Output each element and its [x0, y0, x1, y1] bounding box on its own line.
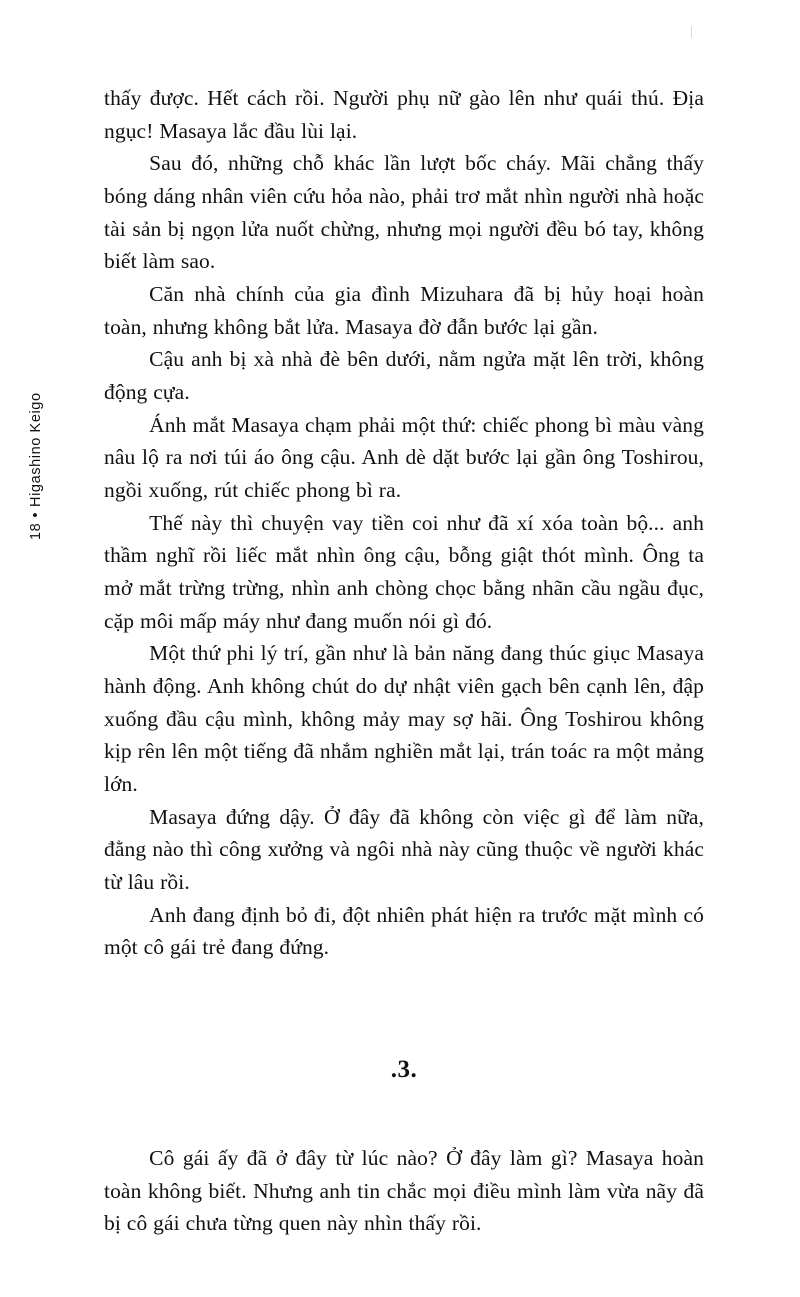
text-column: [104, 82, 704, 1240]
paragraph: thấy được. Hết cách rồi. Người phụ nữ gào lên như quái thú. Địa ngục! Masaya lắc đầu lùi lại.: [104, 86, 704, 143]
paragraph: Một thứ phi lý trí, gần như là bản năng đang thúc giục Masaya hành động. Anh không chút do dự nhật viên gạch bên cạnh lên, đập xuống đầu cậu mình, không mảy may sợ hãi. Ông Toshirou không kịp rên lên một tiếng đã nhắm nghiền mắt lại, trán toác ra một mảng lớn.: [104, 641, 704, 797]
paragraph: Căn nhà chính của gia đình Mizuhara đã bị hủy hoại hoàn toàn, nhưng không bắt lửa. Masaya đờ đẫn bước lại gần.: [104, 282, 704, 339]
paragraph: Sau đó, những chỗ khác lần lượt bốc cháy. Mãi chẳng thấy bóng dáng nhân viên cứu hỏa nào, phải trơ mắt nhìn người nhà hoặc tài sản bị ngọn lửa nuốt chừng, nhưng mọi người đều bó tay, không biết làm sao.: [104, 151, 704, 274]
paragraph: Cô gái ấy đã ở đây từ lúc nào? Ở đây làm gì? Masaya hoàn toàn không biết. Nhưng anh tin chắc mọi điều mình làm vừa nãy đã bị cô gái chưa từng quen này nhìn thấy rồi.: [104, 1146, 704, 1236]
scan-trim-mark: [691, 26, 692, 38]
paragraph: Thế này thì chuyện vay tiền coi như đã xí xóa toàn bộ... anh thầm nghĩ rồi liếc mắt nhìn ông cậu, bỗng giật thót mình. Ông ta mở mắt trừng trừng, nhìn anh chòng chọc bằng nhãn cầu ngầu đục, cặp môi mấp máy như đang muốn nói gì đó.: [104, 510, 704, 633]
paragraph: Anh đang định bỏ đi, đột nhiên phát hiện ra trước mặt mình có một cô gái trẻ đang đứng.: [104, 902, 704, 960]
paragraph: Masaya đứng dậy. Ở đây đã không còn việc gì để làm nữa, đằng nào thì công xưởng và ngôi nhà này cũng thuộc về người khác từ lâu rồi.: [104, 804, 704, 895]
section-body: [104, 1142, 704, 1240]
paragraph: Cậu anh bị xà nhà đè bên dưới, nằm ngửa mặt lên trời, không động cựa.: [104, 347, 704, 405]
author-name: Higashino Keigo: [28, 392, 44, 507]
section-number: .3.: [390, 1056, 418, 1084]
paragraph: Ánh mắt Masaya chạm phải một thứ: chiếc phong bì màu vàng nâu lộ ra nơi túi áo ông cậu. Anh dè dặt bước lại gần ông Toshirou, ngồi xuống, rút chiếc phong bì ra.: [104, 412, 704, 503]
page-number: 18: [28, 522, 44, 540]
running-head-separator: •: [28, 511, 44, 518]
running-head: [28, 280, 44, 540]
